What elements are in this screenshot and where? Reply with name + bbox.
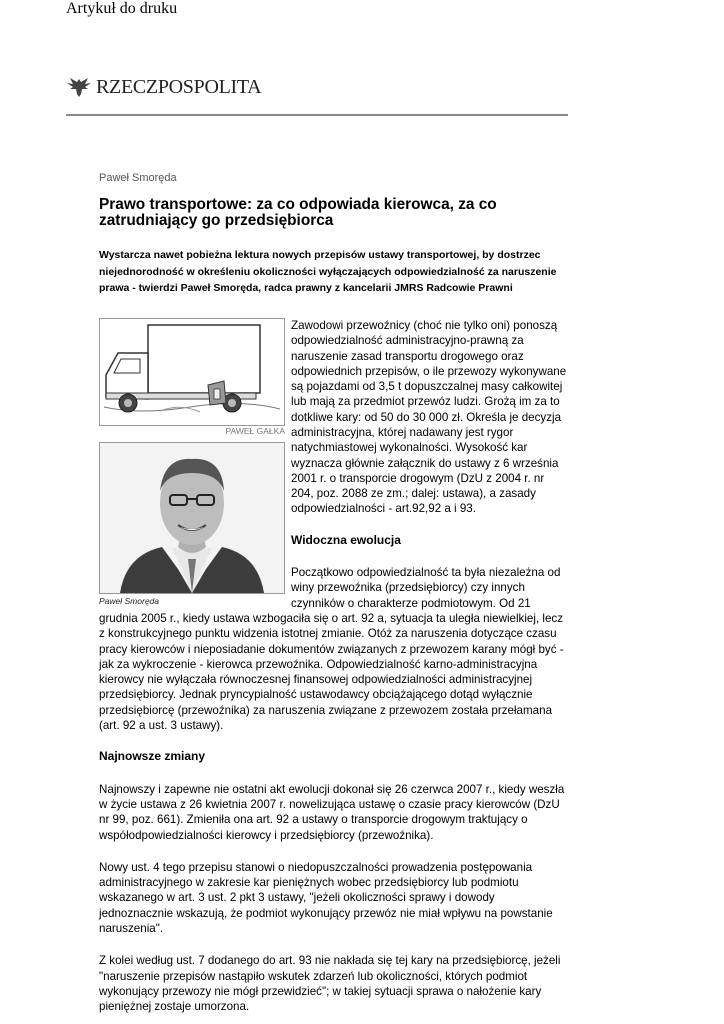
header-divider	[66, 114, 568, 116]
author-portrait	[99, 442, 285, 594]
article	[99, 168, 569, 1014]
logo-text: RZECZPOSPOLITA	[96, 75, 262, 98]
article-author: Paweł Smoręda	[99, 172, 177, 184]
article-paragraph-2: Początkowo odpowiedzialność ta była niezależna od winy przewoźnika (przedsiębiorcy) czy innych czynników o charakterze podmiotowym. Od 21 grudnia 2005 r., kiedy ustawa wzbogaciła się o art. 92 a, sytuacja ta uległa niewielkiej, lecz z konstrukcyjnego punktu widzenia istotnej zmianie. Otóż za naruszenia dotyczące czasu pracy kierowców i nieposiadanie dokumentów związanych z przewozem karany mógł być - jak za wykroczenie - kierowca przewoźnika. Odpowiedzialność karno-administracyjna kierowcy nie wyłączała równoczesnej finansowej odpowiedzialności administracyjnej przedsiębiorcy. Jednak pryncypialność ustawodawcy obciążającego dotąd wyłącznie przedsiębiorcę (przewoźnika) za naruszenia związane z przewozem została przełamana (art. 92 a ust. 3 ustawy).	[99, 566, 564, 733]
publication-logo	[66, 73, 261, 101]
article-title: Prawo transportowe: za co odpowiada kierowca, za co zatrudniający go przedsiębiorca	[99, 196, 497, 230]
author-portrait-caption: Paweł Smoręda	[99, 595, 160, 606]
truck-drawing-icon	[100, 319, 284, 425]
article-paragraph-1: Zawodowi przewoźnicy (choć nie tylko oni) ponoszą odpowiedzialność administracyjno-prawną za naruszenie zasad transportu drogowego oraz odpowiednich przepisów, o ile przewozy wykonywane są pojazdami od 3,5 t dopuszczalnej masy całkowitej lub mają za przedmiot przewóz ludzi. Grożą im za to dotkliwe kary: od 50 do 30 000 zł. Określa je decyzja administracyjna, której nadawany jest rygor natychmiastowej wykonalności. Wysokość kar wyznacza głównie załącznik do ustawy z 6 września 2001 r. o transporcie drogowym (DzU z 2004 r. nr 204, poz. 2088 ze zm.; dalej: ustawa), a zasady odpowiedzialności - art.92,92 a i 93.	[291, 318, 567, 516]
article-paragraph-3: Najnowszy i zapewne nie ostatni akt ewolucji dokonał się 26 czerwca 2007 r., kiedy weszła w życie ustawa z 26 kwietnia 2007 r. nowelizująca ustawę o czasie pracy kierowców (DzU nr 99, poz. 661). Zmieniła ona art. 92 a ustawy o transporcie drogowym traktujący o współodpowiedzialności kierowcy i przedsiębiorcy (przewoźnika).	[99, 782, 565, 842]
eagle-emblem-icon	[66, 76, 92, 98]
portrait-photo-icon	[100, 443, 284, 593]
article-paragraph-4: Nowy ust. 4 tego przepisu stanowi o niedopuszczalności prowadzenia postępowania administracyjnego w zakresie kar pieniężnych wobec przedsiębiorcy lub podmiotu wskazanego w art. 3 ust. 2 pkt 3 ustawy, "jeżeli okoliczności sprawy i dowody jednoznacznie wskazują, że podmiot wykonujący przewóz nie miał wpływu na powstanie naruszenia".	[99, 860, 553, 935]
article-paragraph-5: Z kolei według ust. 7 dodanego do art. 93 nie nakłada się tej kary na przedsiębiorcę, jeżeli "naruszenie przepisów nastąpiło wskutek zdarzeń lub okoliczności, których podmiot wykonujący przewozy nie mógł przewidzieć"; w takiej sytuacji sprawa o nałożenie kary pieniężnej zostaje umorzona.	[99, 954, 561, 1014]
section-heading-evolution: Widoczna ewolucja	[291, 532, 401, 547]
figures-column	[99, 318, 285, 607]
truck-illustration	[99, 318, 285, 426]
print-header: Artykuł do druku	[66, 0, 178, 17]
truck-illustration-caption: PAWEŁ GAŁKA	[225, 425, 285, 436]
article-lead: Wystarcza nawet pobieżna lektura nowych przepisów ustawy transportowej, by dostrzec niejednorodność w określeniu okoliczności wyłączających odpowiedzialność za naruszenie prawa - twierdzi Paweł Smoręda, radca prawny z kancelarii JMRS Radcowie Prawni	[99, 249, 557, 294]
section-heading-latest-changes: Najnowsze zmiany	[99, 749, 206, 764]
